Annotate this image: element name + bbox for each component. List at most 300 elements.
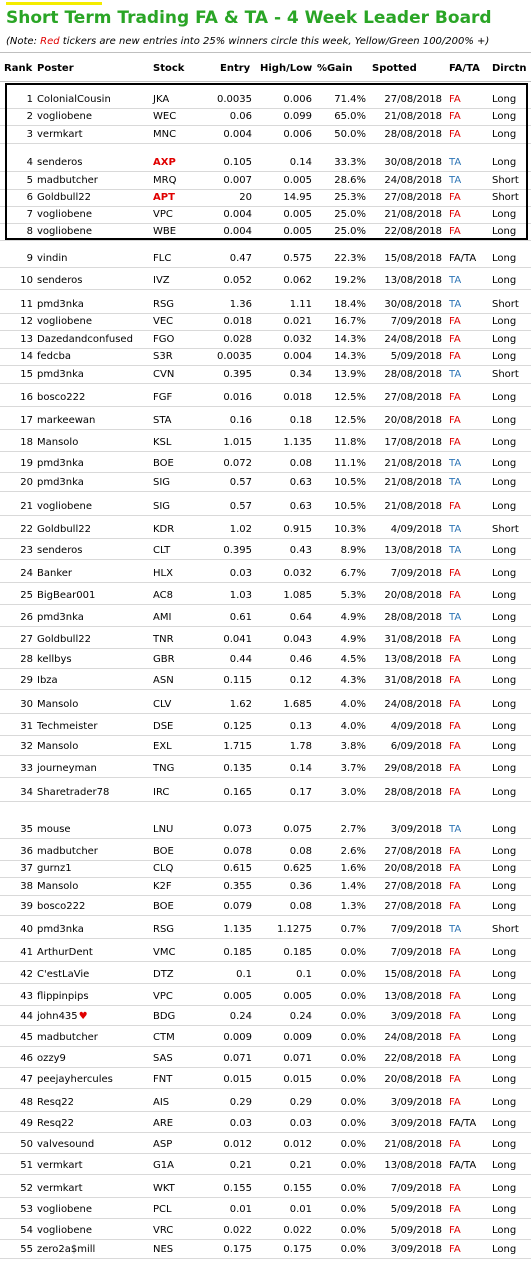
table-row <box>0 839 531 861</box>
cell-fa-ta: FA <box>449 901 461 912</box>
cell-rank: 49 <box>20 1118 33 1129</box>
cell-spotted: 28/08/2018 <box>384 787 442 798</box>
cell-poster: Techmeister <box>37 721 98 732</box>
cell-rank: 8 <box>26 226 33 237</box>
cell-stock: BOE <box>153 458 174 469</box>
cell-rank: 27 <box>20 634 33 645</box>
cell-gain: 3.0% <box>340 787 366 798</box>
cell-gain: 10.5% <box>334 477 366 488</box>
cell-fa-ta: FA <box>449 763 461 774</box>
cell-poster: bosco222 <box>37 392 86 403</box>
cell-fa-ta: FA <box>449 415 461 426</box>
cell-fa-ta: FA <box>449 1032 461 1043</box>
cell-high-low: 0.071 <box>283 1053 312 1064</box>
cell-spotted: 24/08/2018 <box>384 175 442 186</box>
cell-stock: MRQ <box>153 175 177 186</box>
table-row <box>0 690 531 714</box>
cell-entry: 1.715 <box>223 741 252 752</box>
cell-fa-ta: FA <box>449 209 461 220</box>
cell-poster: vermkart <box>37 1160 83 1171</box>
cell-stock: KDR <box>153 524 175 535</box>
cell-entry: 0.078 <box>223 846 252 857</box>
cell-high-low: 0.009 <box>283 1032 312 1043</box>
cell-high-low: 0.14 <box>289 157 312 168</box>
cell-poster: Goldbull22 <box>37 524 91 535</box>
cell-high-low: 0.63 <box>289 501 312 512</box>
cell-rank: 46 <box>20 1053 33 1064</box>
cell-gain: 19.2% <box>334 275 366 286</box>
cell-spotted: 28/08/2018 <box>384 612 442 623</box>
cell-fa-ta: TA <box>449 275 462 286</box>
table-row <box>0 1089 531 1112</box>
cell-entry: 1.02 <box>229 524 252 535</box>
divider <box>0 52 531 53</box>
cell-poster: pmd3nka <box>37 369 84 380</box>
cell-stock: FGF <box>153 392 173 403</box>
cell-rank: 1 <box>26 94 33 105</box>
cell-fa-ta: TA <box>449 477 462 488</box>
cell-spotted: 20/08/2018 <box>384 1074 442 1085</box>
cell-entry: 0.155 <box>223 1183 252 1194</box>
cell-direction: Long <box>492 947 517 958</box>
cell-fa-ta: FA <box>449 741 461 752</box>
cell-rank: 32 <box>20 741 33 752</box>
cell-fa-ta: TA <box>449 175 462 186</box>
cell-stock: CLQ <box>153 863 174 874</box>
cell-direction: Short <box>492 524 519 535</box>
cell-gain: 5.3% <box>340 590 366 601</box>
cell-stock: AC8 <box>153 590 174 601</box>
cell-poster: Resq22 <box>37 1097 74 1108</box>
header-rank: Rank <box>4 63 33 74</box>
cell-rank: 35 <box>20 824 33 835</box>
cell-spotted: 24/08/2018 <box>384 699 442 710</box>
cell-rank: 41 <box>20 947 33 958</box>
table-row <box>0 1175 531 1198</box>
cell-gain: 0.0% <box>340 947 366 958</box>
cell-gain: 10.3% <box>334 524 366 535</box>
cell-spotted: 27/08/2018 <box>384 192 442 203</box>
cell-poster: vogliobene <box>37 1225 93 1236</box>
cell-direction: Long <box>492 111 517 122</box>
cell-stock: SIG <box>153 501 171 512</box>
table-row <box>0 366 531 384</box>
table-row <box>0 605 531 627</box>
table-row <box>0 1154 531 1175</box>
cell-poster: kellbys <box>37 654 72 665</box>
cell-gain: 33.3% <box>334 157 366 168</box>
cell-high-low: 0.043 <box>283 634 312 645</box>
cell-spotted: 30/08/2018 <box>384 299 442 310</box>
cell-gain: 4.0% <box>340 721 366 732</box>
cell-rank: 12 <box>20 316 33 327</box>
table-row <box>0 241 531 268</box>
cell-entry: 0.135 <box>223 763 252 774</box>
cell-spotted: 6/09/2018 <box>390 741 442 752</box>
cell-fa-ta: FA <box>449 334 461 345</box>
cell-gain: 1.4% <box>340 881 366 892</box>
cell-rank: 52 <box>20 1183 33 1194</box>
cell-gain: 2.7% <box>340 824 366 835</box>
cell-rank: 28 <box>20 654 33 665</box>
cell-direction: Long <box>492 824 517 835</box>
cell-entry: 0.073 <box>223 824 252 835</box>
cell-fa-ta: FA <box>449 721 461 732</box>
cell-poster: Mansolo <box>37 881 79 892</box>
cell-rank: 34 <box>20 787 33 798</box>
cell-fa-ta: FA <box>449 351 461 362</box>
cell-high-low: 0.18 <box>289 415 312 426</box>
cell-entry: 0.24 <box>229 1011 252 1022</box>
cell-gain: 0.7% <box>340 924 366 935</box>
cell-high-low: 0.012 <box>283 1139 312 1150</box>
table-row <box>0 984 531 1006</box>
cell-entry: 0.185 <box>223 947 252 958</box>
cell-high-low: 0.075 <box>283 824 312 835</box>
cell-direction: Long <box>492 741 517 752</box>
cell-fa-ta: FA <box>449 1074 461 1085</box>
cell-spotted: 21/08/2018 <box>384 1139 442 1150</box>
cell-spotted: 3/09/2018 <box>390 1118 442 1129</box>
cell-entry: 0.47 <box>229 253 252 264</box>
cell-direction: Long <box>492 1032 517 1043</box>
cell-direction: Long <box>492 1139 517 1150</box>
cell-high-low: 0.004 <box>283 351 312 362</box>
cell-direction: Long <box>492 437 517 448</box>
cell-poster: Mansolo <box>37 741 79 752</box>
cell-fa-ta: FA <box>449 654 461 665</box>
cell-entry: 0.395 <box>223 545 252 556</box>
cell-high-low: 0.625 <box>283 863 312 874</box>
cell-gain: 4.0% <box>340 699 366 710</box>
cell-spotted: 13/08/2018 <box>384 1160 442 1171</box>
cell-fa-ta: FA <box>449 437 461 448</box>
cell-gain: 14.3% <box>334 334 366 345</box>
cell-entry: 20 <box>239 192 252 203</box>
cell-direction: Long <box>492 969 517 980</box>
cell-spotted: 3/09/2018 <box>390 824 442 835</box>
cell-high-low: 1.1275 <box>277 924 312 935</box>
cell-gain: 0.0% <box>340 969 366 980</box>
cell-direction: Long <box>492 699 517 710</box>
table-row <box>0 627 531 649</box>
cell-gain: 4.3% <box>340 675 366 686</box>
cell-gain: 1.3% <box>340 901 366 912</box>
cell-poster: ozzy9 <box>37 1053 66 1064</box>
cell-gain: 11.8% <box>334 437 366 448</box>
cell-rank: 26 <box>20 612 33 623</box>
cell-gain: 0.0% <box>340 1204 366 1215</box>
cell-fa-ta: FA <box>449 1097 461 1108</box>
cell-fa-ta: FA/TA <box>449 1118 477 1129</box>
table-row <box>0 384 531 407</box>
header-entry: Entry <box>220 63 251 74</box>
cell-rank: 44 <box>20 1011 33 1022</box>
cell-rank: 9 <box>26 253 33 264</box>
cell-gain: 12.5% <box>334 392 366 403</box>
cell-poster: flippinpips <box>37 991 89 1002</box>
cell-fa-ta: FA <box>449 111 461 122</box>
cell-stock: VMC <box>153 947 176 958</box>
cell-high-low: 0.005 <box>283 209 312 220</box>
cell-entry: 0.004 <box>223 209 252 220</box>
cell-high-low: 0.022 <box>283 1225 312 1236</box>
cell-entry: 0.125 <box>223 721 252 732</box>
cell-poster: peejayhercules <box>37 1074 113 1085</box>
cell-spotted: 4/09/2018 <box>390 721 442 732</box>
cell-stock: ARE <box>153 1118 174 1129</box>
cell-gain: 16.7% <box>334 316 366 327</box>
cell-rank: 37 <box>20 863 33 874</box>
cell-rank: 22 <box>20 524 33 535</box>
cell-direction: Long <box>492 1074 517 1085</box>
cell-stock: DSE <box>153 721 174 732</box>
cell-fa-ta: TA <box>449 369 462 380</box>
cell-direction: Long <box>492 721 517 732</box>
cell-rank: 14 <box>20 351 33 362</box>
cell-spotted: 7/09/2018 <box>390 568 442 579</box>
cell-rank: 2 <box>26 111 33 122</box>
cell-stock: VEC <box>153 316 174 327</box>
cell-entry: 0.041 <box>223 634 252 645</box>
cell-spotted: 21/08/2018 <box>384 111 442 122</box>
cell-rank: 19 <box>20 458 33 469</box>
title-highlight <box>6 2 102 5</box>
cell-high-low: 0.08 <box>289 458 312 469</box>
cell-high-low: 0.006 <box>283 129 312 140</box>
header-high-low: High/Low <box>260 63 313 74</box>
cell-stock: IRC <box>153 787 170 798</box>
heart-icon: ♥ <box>78 1011 88 1022</box>
cell-stock: CLV <box>153 699 172 710</box>
cell-spotted: 7/09/2018 <box>390 1183 442 1194</box>
cell-poster: mouse <box>37 824 71 835</box>
cell-gain: 0.0% <box>340 991 366 1002</box>
cell-rank: 33 <box>20 763 33 774</box>
table-row <box>0 473 531 492</box>
cell-high-low: 1.685 <box>283 699 312 710</box>
note-red-word: Red <box>40 36 60 47</box>
cell-fa-ta: FA <box>449 881 461 892</box>
cell-entry: 0.44 <box>229 654 252 665</box>
cell-gain: 28.6% <box>334 175 366 186</box>
cell-entry: 0.071 <box>223 1053 252 1064</box>
cell-direction: Long <box>492 1225 517 1236</box>
cell-spotted: 21/08/2018 <box>384 209 442 220</box>
cell-spotted: 22/08/2018 <box>384 1053 442 1064</box>
cell-direction: Long <box>492 94 517 105</box>
cell-direction: Long <box>492 351 517 362</box>
cell-spotted: 20/08/2018 <box>384 590 442 601</box>
cell-rank: 17 <box>20 415 33 426</box>
cell-gain: 71.4% <box>334 94 366 105</box>
table-row <box>0 1047 531 1068</box>
cell-direction: Long <box>492 334 517 345</box>
cell-direction: Long <box>492 881 517 892</box>
cell-stock: MNC <box>153 129 177 140</box>
cell-poster: Banker <box>37 568 73 579</box>
cell-entry: 0.29 <box>229 1097 252 1108</box>
cell-stock: WBE <box>153 226 177 237</box>
cell-spotted: 13/08/2018 <box>384 545 442 556</box>
cell-poster: Goldbull22 <box>37 192 91 203</box>
cell-direction: Short <box>492 369 519 380</box>
cell-rank: 10 <box>20 275 33 286</box>
table-row <box>0 962 531 984</box>
table-row <box>0 430 531 452</box>
cell-gain: 4.5% <box>340 654 366 665</box>
cell-high-low: 1.78 <box>289 741 312 752</box>
cell-direction: Short <box>492 175 519 186</box>
cell-rank: 43 <box>20 991 33 1002</box>
cell-entry: 0.03 <box>229 568 252 579</box>
cell-stock: AIS <box>153 1097 170 1108</box>
cell-entry: 0.052 <box>223 275 252 286</box>
cell-gain: 0.0% <box>340 1160 366 1171</box>
cell-fa-ta: FA <box>449 1011 461 1022</box>
cell-spotted: 31/08/2018 <box>384 675 442 686</box>
cell-stock: WEC <box>153 111 177 122</box>
cell-rank: 6 <box>26 192 33 203</box>
cell-direction: Long <box>492 901 517 912</box>
cell-stock: IVZ <box>153 275 170 286</box>
cell-poster: senderos <box>37 157 83 168</box>
cell-entry: 0.0035 <box>217 351 252 362</box>
cell-poster: pmd3nka <box>37 924 84 935</box>
cell-gain: 0.0% <box>340 1244 366 1255</box>
cell-entry: 1.135 <box>223 924 252 935</box>
cell-direction: Long <box>492 275 517 286</box>
cell-gain: 25.0% <box>334 226 366 237</box>
cell-fa-ta: FA <box>449 787 461 798</box>
cell-direction: Long <box>492 787 517 798</box>
header-stock: Stock <box>153 63 185 74</box>
cell-gain: 22.3% <box>334 253 366 264</box>
cell-entry: 0.165 <box>223 787 252 798</box>
cell-high-low: 0.018 <box>283 392 312 403</box>
cell-spotted: 17/08/2018 <box>384 437 442 448</box>
cell-stock: VRC <box>153 1225 174 1236</box>
cell-fa-ta: FA <box>449 863 461 874</box>
table-row <box>0 407 531 430</box>
cell-gain: 14.3% <box>334 351 366 362</box>
cell-high-low: 1.11 <box>289 299 312 310</box>
note-prefix: (Note: <box>6 36 37 47</box>
cell-high-low: 0.155 <box>283 1183 312 1194</box>
cell-poster: pmd3nka <box>37 299 84 310</box>
cell-poster: bosco222 <box>37 901 86 912</box>
cell-entry: 1.015 <box>223 437 252 448</box>
cell-fa-ta: FA <box>449 969 461 980</box>
cell-direction: Long <box>492 1097 517 1108</box>
header-poster: Poster <box>37 63 74 74</box>
table-row <box>0 714 531 736</box>
cell-rank: 23 <box>20 545 33 556</box>
cell-poster: madbutcher <box>37 1032 98 1043</box>
table-row <box>0 1026 531 1047</box>
cell-high-low: 1.135 <box>283 437 312 448</box>
cell-fa-ta: FA <box>449 1183 461 1194</box>
cell-spotted: 30/08/2018 <box>384 157 442 168</box>
cell-gain: 0.0% <box>340 1139 366 1150</box>
cell-rank: 48 <box>20 1097 33 1108</box>
cell-entry: 0.615 <box>223 863 252 874</box>
cell-high-low: 0.63 <box>289 477 312 488</box>
cell-rank: 16 <box>20 392 33 403</box>
cell-direction: Long <box>492 253 517 264</box>
cell-stock: DTZ <box>153 969 174 980</box>
legend-note <box>6 36 489 47</box>
cell-high-low: 0.185 <box>283 947 312 958</box>
cell-poster: ColonialCousin <box>37 94 111 105</box>
cell-entry: 0.022 <box>223 1225 252 1236</box>
table-row <box>0 492 531 516</box>
cell-fa-ta: TA <box>449 924 462 935</box>
cell-gain: 4.9% <box>340 612 366 623</box>
cell-spotted: 5/09/2018 <box>390 1204 442 1215</box>
cell-direction: Short <box>492 299 519 310</box>
cell-direction: Long <box>492 590 517 601</box>
header-spotted: Spotted <box>372 63 417 74</box>
cell-direction: Long <box>492 634 517 645</box>
cell-spotted: 20/08/2018 <box>384 863 442 874</box>
cell-rank: 40 <box>20 924 33 935</box>
cell-high-low: 0.21 <box>289 1160 312 1171</box>
cell-stock: BOE <box>153 846 174 857</box>
cell-spotted: 3/09/2018 <box>390 1244 442 1255</box>
cell-high-low: 0.36 <box>289 881 312 892</box>
cell-entry: 0.015 <box>223 1074 252 1085</box>
cell-spotted: 29/08/2018 <box>384 763 442 774</box>
cell-entry: 0.018 <box>223 316 252 327</box>
cell-high-low: 0.005 <box>283 226 312 237</box>
cell-rank: 54 <box>20 1225 33 1236</box>
cell-gain: 3.7% <box>340 763 366 774</box>
cell-fa-ta: FA <box>449 94 461 105</box>
cell-poster: vogliobene <box>37 111 93 122</box>
cell-entry: 1.03 <box>229 590 252 601</box>
cell-stock: VPC <box>153 209 173 220</box>
cell-direction: Long <box>492 209 517 220</box>
cell-spotted: 4/09/2018 <box>390 524 442 535</box>
cell-stock: FLC <box>153 253 172 264</box>
cell-poster: vindin <box>37 253 68 264</box>
cell-entry: 0.004 <box>223 129 252 140</box>
cell-entry: 0.01 <box>229 1204 252 1215</box>
cell-rank: 11 <box>20 299 33 310</box>
cell-spotted: 21/08/2018 <box>384 458 442 469</box>
cell-entry: 0.0035 <box>217 94 252 105</box>
cell-stock: FGO <box>153 334 175 345</box>
cell-gain: 13.9% <box>334 369 366 380</box>
cell-high-low: 0.43 <box>289 545 312 556</box>
cell-gain: 0.0% <box>340 1011 366 1022</box>
cell-poster: john435♥ <box>37 1011 88 1022</box>
note-suffix: tickers are new entries into 25% winners circle this week, Yellow/Green 100/200% +) <box>62 36 490 47</box>
winners-circle-box <box>5 83 528 240</box>
cell-entry: 0.355 <box>223 881 252 892</box>
cell-spotted: 13/08/2018 <box>384 654 442 665</box>
cell-entry: 1.62 <box>229 699 252 710</box>
cell-rank: 51 <box>20 1160 33 1171</box>
cell-gain: 8.9% <box>340 545 366 556</box>
cell-rank: 42 <box>20 969 33 980</box>
table-row <box>0 1133 531 1154</box>
cell-poster: fedcba <box>37 351 71 362</box>
cell-rank: 3 <box>26 129 33 140</box>
header-direction: Dirctn <box>492 63 527 74</box>
cell-direction: Long <box>492 129 517 140</box>
